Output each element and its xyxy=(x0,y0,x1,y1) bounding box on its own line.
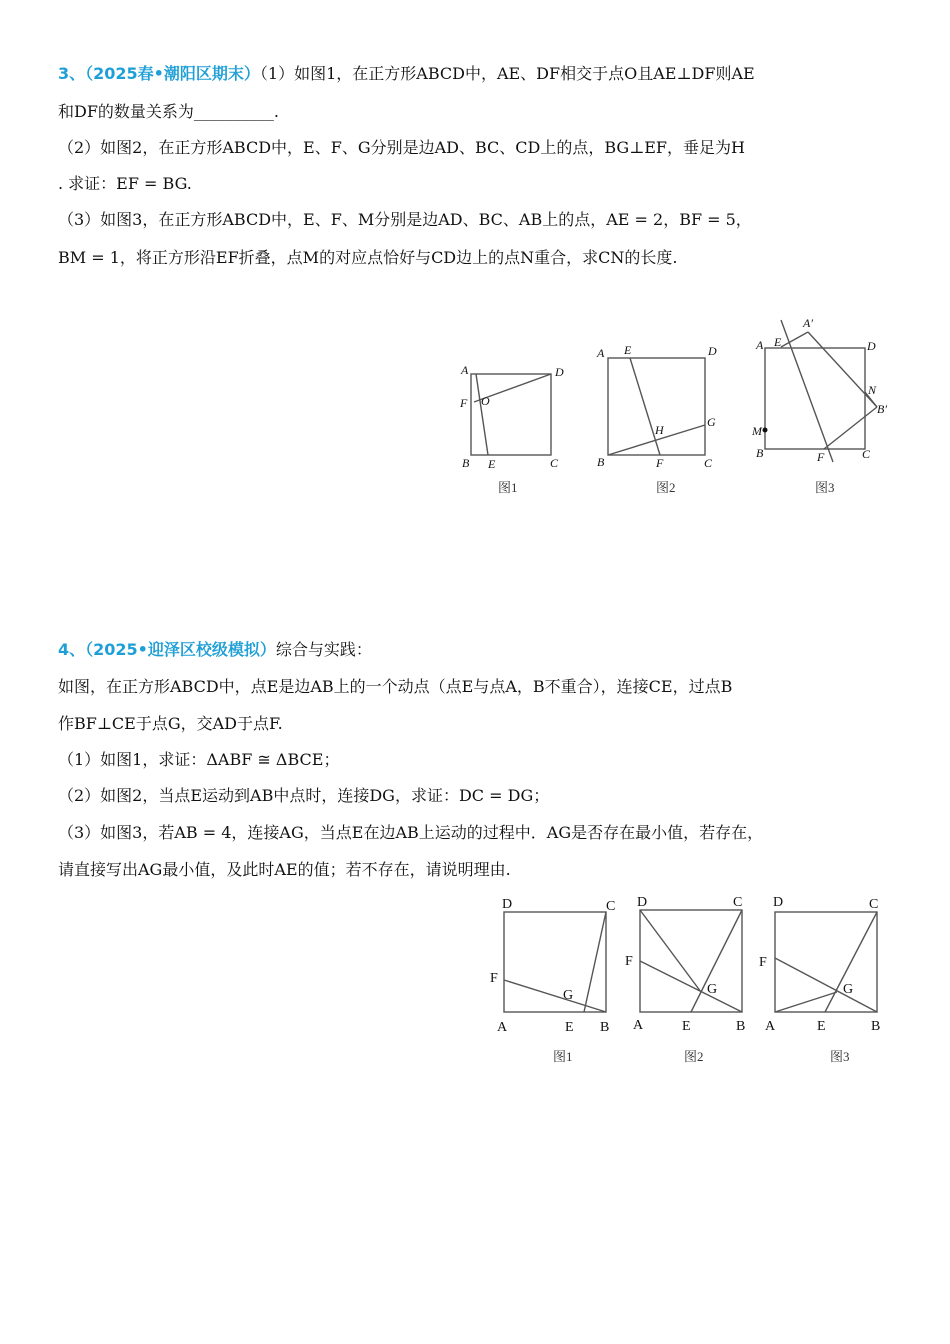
q3-fig3-label-e: E xyxy=(774,335,782,349)
q4-fig3-square xyxy=(775,912,877,1012)
q3-fig1-label-d: D xyxy=(555,365,564,379)
q3-figure-3 xyxy=(765,320,877,462)
q3-fig3-point-m xyxy=(763,428,768,433)
q3-fig1-label-c: C xyxy=(550,456,559,470)
q4-fig1-square xyxy=(504,912,606,1012)
q3-fig1-label-f: F xyxy=(460,396,468,410)
q4-fig2-square xyxy=(640,910,742,1012)
q4-fig2-label-d: D xyxy=(637,895,648,910)
q4-line-2: 作BF⊥CE于点G，交AD于点F. xyxy=(58,714,283,733)
q3-number: 3、 xyxy=(58,64,86,83)
q4-caption-1: 图1 xyxy=(553,1049,573,1064)
q3-line-4: . 求证：EF = BG. xyxy=(58,174,192,193)
q4-fig3-line-ce xyxy=(825,912,877,1012)
q4-fig1-label-f: F xyxy=(490,971,498,986)
q4-caption-2: 图2 xyxy=(684,1049,704,1064)
q3-caption-3: 图3 xyxy=(815,480,835,495)
q3-fig3-square xyxy=(765,348,865,449)
q3-source: （2025春•潮阳区期末） xyxy=(85,64,260,83)
q3-fig1-square xyxy=(471,374,551,455)
q4-fig2-label-f: F xyxy=(625,954,633,969)
q4-fig2-label-a: A xyxy=(633,1018,644,1033)
q4-fig3-label-f: F xyxy=(759,955,767,970)
q4-fig1-label-e: E xyxy=(565,1020,574,1035)
q4-figure-1 xyxy=(504,912,606,1012)
q3-fig2-label-c: C xyxy=(704,456,713,470)
q3-fig2-label-d: D xyxy=(708,344,717,358)
q3-fig3-line-ea xyxy=(781,332,808,347)
q4-fig3-label-b: B xyxy=(871,1019,881,1034)
q3-fig1-label-e: E xyxy=(488,457,496,471)
q3-fig1-label-o: O xyxy=(481,394,490,408)
q4-fig3-label-a: A xyxy=(765,1019,776,1034)
q4-line-3: （1）如图1，求证：ΔABF ≅ ΔBCE； xyxy=(58,750,340,769)
q3-figure-2 xyxy=(608,358,705,455)
q3-fig3-label-m: M xyxy=(752,424,762,438)
q3-fig3-label-f: F xyxy=(817,450,825,464)
q4-caption-3: 图3 xyxy=(830,1049,850,1064)
q3-line-2: 和DF的数量关系为__________. xyxy=(58,102,280,121)
q3-fig3-label-d: D xyxy=(867,339,876,353)
q4-source: （2025•迎泽区校级模拟） xyxy=(85,640,276,659)
q4-fig3-line-ag xyxy=(775,992,837,1012)
q3-text-1: （1）如图1，在正方形ABCD中，AE、DF相交于点O且AE⊥DF则AE xyxy=(259,64,755,83)
q3-fig2-label-h: H xyxy=(655,423,664,437)
q4-number: 4、 xyxy=(58,640,86,659)
q3-line-5: （3）如图3，在正方形ABCD中，E、F、M分别是边AD、BC、AB上的点，AE = 2，BF = 5， xyxy=(58,210,752,229)
q3-fig3-label-c: C xyxy=(862,447,871,461)
q4-fig2-label-e: E xyxy=(682,1019,691,1034)
q4-line-4: （2）如图2，当点E运动到AB中点时，连接DG，求证：DC = DG； xyxy=(58,786,550,805)
q3-fig3-line-bf xyxy=(824,407,877,449)
q4-fig3-label-e: E xyxy=(817,1019,826,1034)
q4-fig2-line-dg xyxy=(640,910,701,992)
q3-fig1-label-b: B xyxy=(462,456,470,470)
q4-fig1-line-ce xyxy=(584,912,606,1012)
q3-fig3-label-a: A xyxy=(756,338,764,352)
q4-fig1-label-g: G xyxy=(563,988,574,1003)
q4-fig3-label-d: D xyxy=(773,895,784,910)
q3-caption-2: 图2 xyxy=(656,480,676,495)
q4-fig1-label-d: D xyxy=(502,897,513,912)
q3-line-3: （2）如图2，在正方形ABCD中，E、F、G分别是边AD、BC、CD上的点，BG⊥EF，垂足为H xyxy=(58,138,745,157)
q4-figure-3 xyxy=(775,912,877,1012)
q4-fig1-label-b: B xyxy=(600,1020,610,1035)
q3-line-6: BM = 1，将正方形沿EF折叠，点M的对应点恰好与CD边上的点N重合，求CN的长度. xyxy=(58,248,678,267)
q3-fig2-label-a: A xyxy=(597,346,605,360)
q3-fig3-label-b: B xyxy=(756,446,764,460)
q4-line-1: 如图，在正方形ABCD中，点E是边AB上的一个动点（点E与点A，B不重合），连接CE，过点B xyxy=(58,677,733,696)
q3-fig3-label-n: N xyxy=(868,383,877,397)
q4-title-tail: 综合与实践： xyxy=(275,640,372,659)
q4-fig1-label-c: C xyxy=(606,899,616,914)
q3-fig1-line-ae xyxy=(476,374,488,455)
q4-fig2-label-g: G xyxy=(707,982,718,997)
q4-fig2-label-b: B xyxy=(736,1019,746,1034)
q3-fig2-label-f: F xyxy=(656,456,664,470)
q3-caption-1: 图1 xyxy=(498,480,518,495)
q4-fig2-label-c: C xyxy=(733,895,743,910)
q3-fig1-label-a: A xyxy=(461,363,469,377)
q3-fig2-label-b: B xyxy=(597,455,605,469)
q4-fig2-line-bf xyxy=(640,961,742,1012)
q4-fig3-line-bf xyxy=(775,958,877,1012)
q3-fig2-label-g: G xyxy=(707,415,716,429)
q3-fig3-label-b-prime: B′ xyxy=(877,402,887,416)
q4-line-6: 请直接写出AG最小值，及此时AE的值；若不存在，请说明理由. xyxy=(58,860,511,879)
q4-fig1-label-a: A xyxy=(497,1020,508,1035)
q3-fig2-label-e: E xyxy=(624,343,632,357)
q3-fig3-fold-line xyxy=(781,320,833,462)
q4-fig3-label-g: G xyxy=(843,982,854,997)
q3-figure-1 xyxy=(471,374,551,455)
q4-fig3-label-c: C xyxy=(869,897,879,912)
q3-fig3-label-a-prime: A′ xyxy=(803,316,813,330)
q4-line-5: （3）如图3，若AB = 4，连接AG，当点E在边AB上运动的过程中．AG是否存在最小值，若存在， xyxy=(58,823,764,842)
q4-figure-2 xyxy=(640,910,742,1012)
